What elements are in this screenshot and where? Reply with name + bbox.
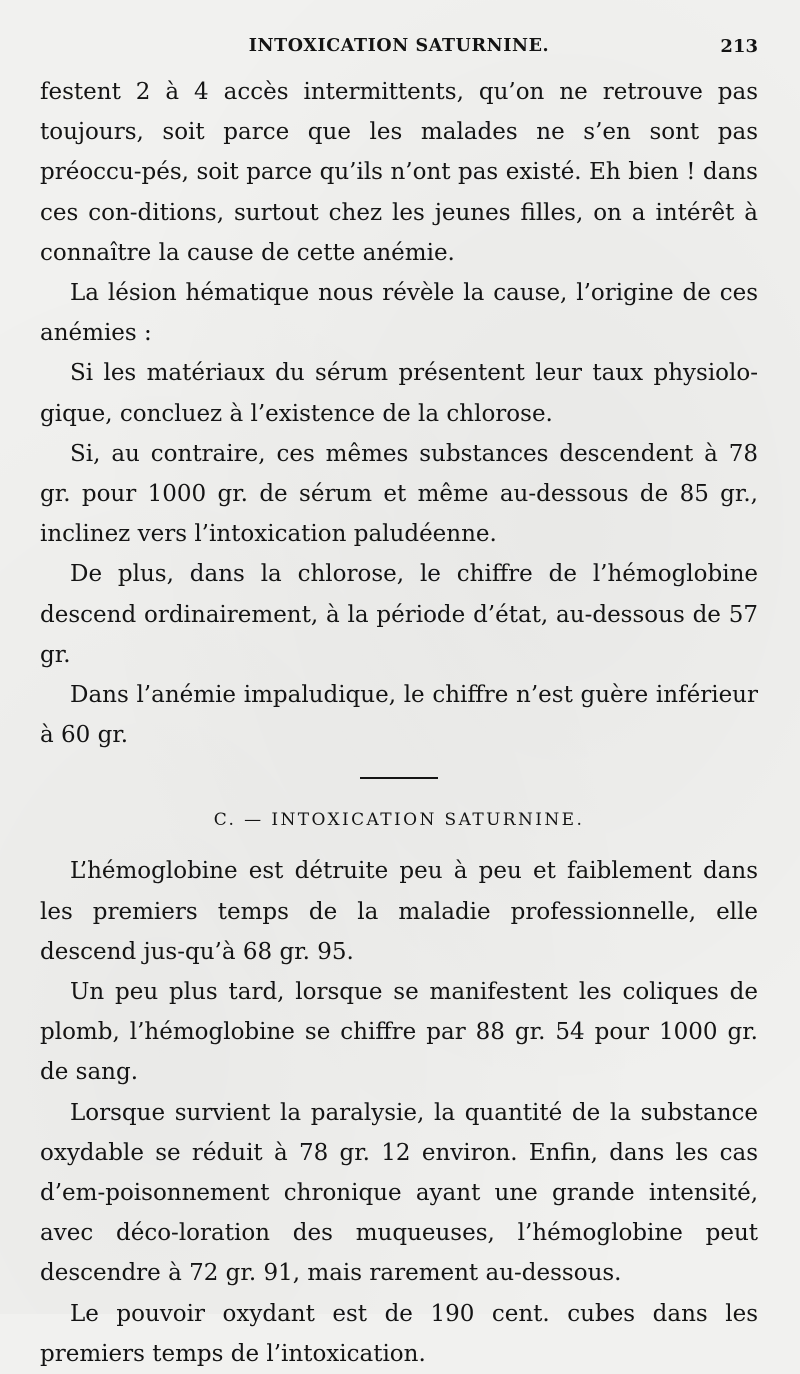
paragraph: Dans l’anémie impaludique, le chiffre n’est guère inférieur à 60 gr. bbox=[40, 682, 758, 749]
section-divider bbox=[360, 777, 438, 779]
paragraph: Un peu plus tard, lorsque se manifestent les coliques de plomb, l’hémoglobine se chiffre par 88 gr. 54 pour 1000 gr. de sang. bbox=[40, 979, 758, 1086]
section-heading bbox=[40, 805, 758, 835]
paragraph: De plus, dans la chlorose, le chiffre de l’hémoglobine descend ordinairement, à la période d’état, au-dessous de 57 gr. bbox=[40, 561, 758, 668]
paragraph-continuation: festent 2 à 4 accès intermittents, qu’on ne retrouve pas toujours, soit parce que les malades ne s’en sont pas préoccu-pés, soit parce qu’ils n’ont pas existé. Eh bien ! dans ces con-ditions, surtout chez les jeunes filles, on a intérêt à connaître la cause de cette anémie. bbox=[40, 79, 758, 266]
paragraph: La lésion hématique nous révèle la cause, l’origine de ces anémies : bbox=[40, 280, 758, 347]
paragraph: Si, au contraire, ces mêmes substances descendent à 78 gr. pour 1000 gr. de sérum et même au-dessous de 85 gr., inclinez vers l’intoxication paludéenne. bbox=[40, 440, 758, 548]
paragraph: Si les matériaux du sérum présentent leur taux physiolo-gique, concluez à l’existence de la chlorose. bbox=[40, 360, 758, 427]
paragraph: Lorsque survient la paralysie, la quantité de la substance oxydable se réduit à 78 gr. 12 environ. Enfin, dans les cas d’em-poisonnement chronique ayant une grande intensité, avec déco-loration des muqueuses, l’hémoglobine peut descendre à 72 gr. 91, mais rarement au-dessous. bbox=[40, 1099, 758, 1287]
paragraph: L’hémoglobine est détruite peu à peu et faiblement dans les premiers temps de la maladie professionnelle, elle descend jus-qu’à 68 gr. 95. bbox=[40, 858, 758, 965]
running-head bbox=[40, 36, 758, 64]
page-number: 213 bbox=[720, 36, 758, 57]
section-heading-text: C. — INTOXICATION SATURNINE. bbox=[213, 810, 585, 831]
paragraph: Le pouvoir oxydant est de 190 cent. cubes dans les premiers temps de l’intoxication. bbox=[40, 1300, 758, 1367]
body-text bbox=[40, 72, 758, 1374]
running-title: INTOXICATION SATURNINE. bbox=[248, 36, 550, 56]
